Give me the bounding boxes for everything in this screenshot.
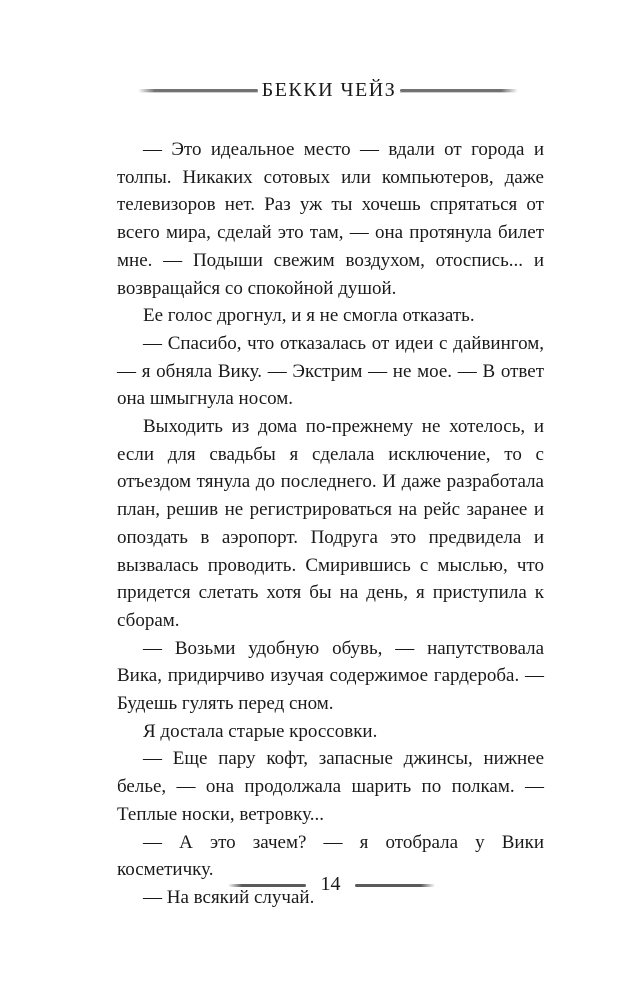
paragraph-4: Выходить из дома по-прежнему не хотелось, и если для свадьбы я сделала исключение, то с отъездом тянула до последнего. И даже разработала план, решив не регистрироваться на рейс заранее и опоздать в аэропорт. Подруга это предвидела и вызвалась проводить. Смирившись с мыслью, что придется слетать хотя бы на день, я приступила к сборам. xyxy=(117,416,544,631)
paragraph-9: — На всякий случай. xyxy=(143,886,315,908)
page-footer xyxy=(0,868,619,900)
paragraph-6: Я достала старые кроссовки. xyxy=(143,720,378,742)
header-rule-right xyxy=(400,89,518,92)
paragraph-2: Ее голос дрогнул, и я не смогла отказать. xyxy=(143,305,475,327)
page-body xyxy=(117,136,544,912)
footer-rule-left xyxy=(228,884,306,887)
page-number: 14 xyxy=(320,873,341,895)
running-header xyxy=(0,76,619,104)
paragraph-3: — Спасибо, что отказалась от идеи с дайвингом, — я обняла Вику. — Экстрим — не мое. — В ответ она шмыгнула носом. xyxy=(117,332,544,410)
paragraph-8: — А это зачем? — я отобрала у Вики косметичку. xyxy=(117,831,544,881)
running-title: БЕККИ ЧЕЙЗ xyxy=(261,79,397,101)
header-rule-left xyxy=(138,89,258,92)
paragraph-7: — Еще пару кофт, запасные джинсы, нижнее белье, — она продолжала шарить по полкам. — Теплые носки, ветровку... xyxy=(117,748,544,825)
paragraph-1: — Это идеальное место — вдали от города и толпы. Никаких сотовых или компьютеров, даже телевизоров нет. Раз уж ты хочешь спрятаться от всего мира, сделай это там, — она протянула билет мне. — Подыши свежим воздухом, отоспись... и возвращайся со спокойной душой. xyxy=(117,139,544,299)
footer-rule-right xyxy=(355,884,435,887)
paragraph-5: — Возьми удобную обувь, — напутствовала Вика, придирчиво изучая содержимое гардероба. — Будешь гулять перед сном. xyxy=(117,637,544,715)
